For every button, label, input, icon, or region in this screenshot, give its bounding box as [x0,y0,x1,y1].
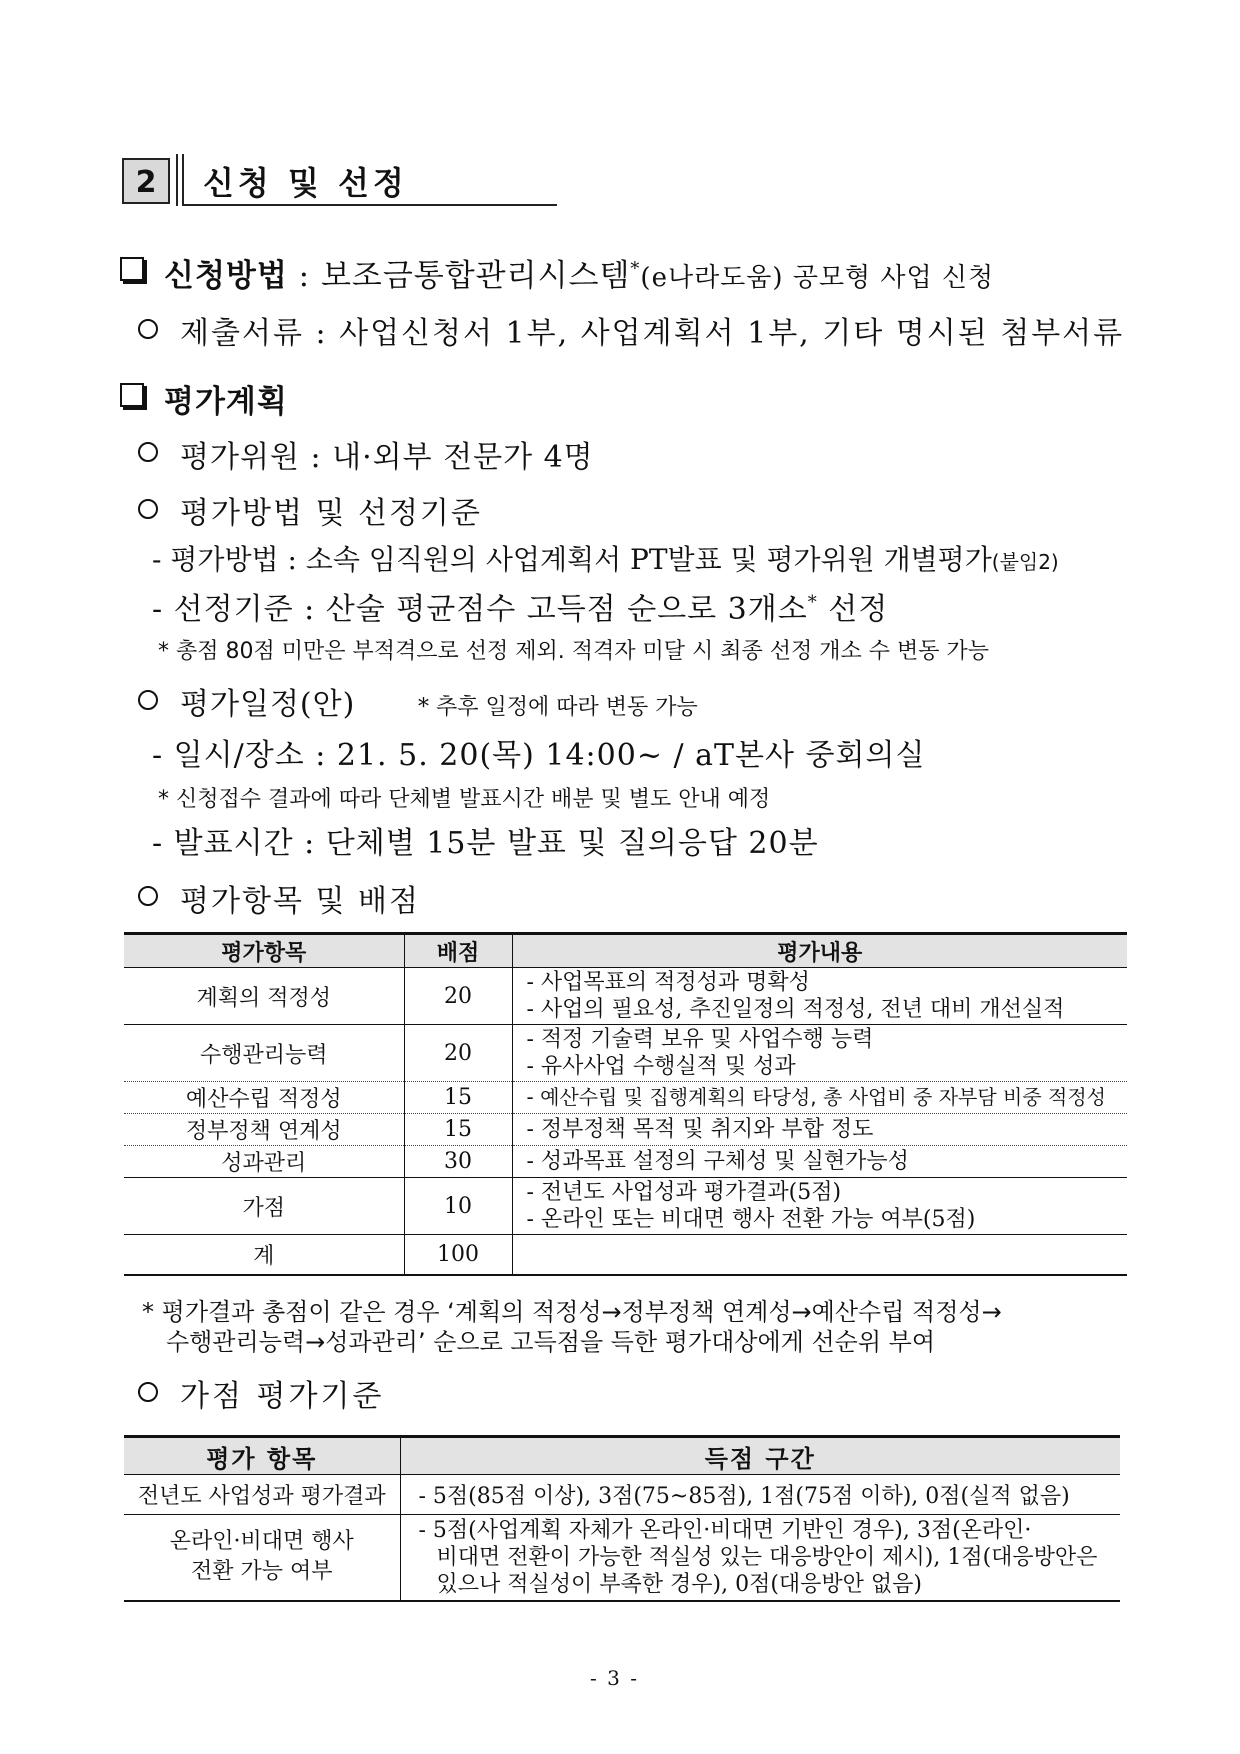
total-label: 계 [124,1235,404,1275]
table-row [124,1114,1127,1146]
row-content: - 5점(85점 이상), 3점(75~85점), 1점(75점 이하), 0점(실적 없음) [400,1475,1120,1515]
criteria-line [152,584,888,628]
row-item: 계획의 적정성 [124,968,404,1025]
submission-docs: 제출서류 : 사업신청서 1부, 사업계획서 1부, 기타 명시된 첨부서류 [180,316,1125,351]
row-score: 15 [404,1114,512,1146]
row-score: 10 [404,1178,512,1235]
row-content: - 전년도 사업성과 평가결과(5점) - 온라인 또는 비대면 행사 전환 가능 여부(5점) [512,1178,1127,1235]
table-row [124,1178,1127,1235]
bonus-heading: 가점 평가기준 [180,1379,385,1414]
table-row [124,1025,1127,1082]
section-title: 신청 및 선정 [203,164,408,202]
score-table [124,932,1127,1276]
section-underline [182,204,557,206]
items-heading: 평가항목 및 배점 [180,884,420,919]
table-header-row [124,1437,1120,1475]
table-row [124,968,1127,1025]
total-empty [512,1235,1127,1275]
bonus-table [124,1435,1120,1602]
section-number: 2 [122,158,170,204]
apply-heading: 신청방법 [164,258,288,294]
apply-method-line [164,250,994,295]
row-content: - 5점(사업계획 자체가 온라인·비대면 기반인 경우), 3점(온라인· 비대면 전환이 가능한 적실성 있는 대응방안이 제시), 1점(대응방안은 있으나 적실성이 부족한 경우), 0점(대응방안 없음) [400,1515,1120,1601]
tie-note-line1: * 평가결과 총점이 같은 경우 ‘계획의 적정성→정부정책 연계성→예산수립 적정성→ [142,1298,1002,1326]
criteria-end: 선정 [817,592,889,627]
tie-note-line2: 수행관리능력→성과관리’ 순으로 고득점을 득한 평가대상에게 선순위 부여 [166,1328,936,1356]
row-item: 성과관리 [124,1146,404,1178]
row-item: 전년도 사업성과 평가결과 [124,1475,400,1515]
row-score: 30 [404,1146,512,1178]
section-divider [182,154,184,206]
circle-bullet-icon [138,319,158,339]
method-heading: 평가방법 및 선정기준 [180,496,482,531]
page-number: - 3 - [590,1666,639,1690]
header-item: 평가항목 [124,934,404,968]
row-item: 가점 [124,1178,404,1235]
row-content: - 적정 기술력 보유 및 사업수행 능력 - 유사사업 수행실적 및 성과 [512,1025,1127,1082]
row-content: - 정부정책 목적 및 취지와 부합 정도 [512,1114,1127,1146]
row-content: - 예산수립 및 집행계획의 타당성, 총 사업비 중 자부담 비중 적정성 [512,1082,1127,1114]
method-text: - 평가방법 : 소속 임직원의 사업계획서 PT발표 및 평가위원 개별평가 [152,543,992,576]
table-row [124,1146,1127,1178]
header-item: 평가 항목 [124,1437,400,1475]
footnote-mark: * [630,258,641,280]
row-item: 온라인·비대면 행사 전환 가능 여부 [124,1515,400,1601]
presentation-line: - 발표시간 : 단체별 15분 발표 및 질의응답 20분 [152,826,819,861]
table-row [124,1515,1120,1601]
circle-bullet-icon [138,690,158,710]
table-row [124,1082,1127,1114]
row-score: 20 [404,968,512,1025]
footnote-mark: * [807,592,818,613]
method-attachment: (붙임2) [991,550,1059,574]
circle-bullet-icon [138,1382,158,1402]
table-header-row [124,934,1127,968]
header-score: 배점 [404,934,512,968]
checkbox-square-icon [120,383,144,407]
row-item: 예산수립 적정성 [124,1082,404,1114]
table-row [124,1475,1120,1515]
apply-text-end: (e나라도움) 공모형 사업 신청 [640,263,995,293]
schedule-note: * 추후 일정에 따라 변동 가능 [418,695,698,720]
row-score: 20 [404,1025,512,1082]
header-content: 평가내용 [512,934,1127,968]
circle-bullet-icon [138,442,158,462]
table-total-row [124,1235,1127,1275]
row-item: 정부정책 연계성 [124,1114,404,1146]
row-content: - 사업목표의 적정성과 명확성 - 사업의 필요성, 추진일정의 적정성, 전년 대비 개선실적 [512,968,1127,1025]
row-item: 수행관리능력 [124,1025,404,1082]
committee-text: 평가위원 : 내·외부 전문가 4명 [180,440,594,475]
row-content: - 성과목표 설정의 구체성 및 실현가능성 [512,1146,1127,1178]
total-score: 100 [404,1235,512,1275]
datetime-line: - 일시/장소 : 21. 5. 20(목) 14:00~ / aT본사 중회의실 [152,738,926,773]
criteria-text: - 선정기준 : 산술 평균점수 고득점 순으로 3개소 [152,592,808,627]
criteria-note: * 총점 80점 미만은 부적격으로 선정 제외. 적격자 미달 시 최종 선정 개소 수 변동 가능 [158,639,989,664]
circle-bullet-icon [138,499,158,519]
schedule-heading: 평가일정(안) [180,687,356,722]
section-divider [176,154,178,206]
eval-plan-heading: 평가계획 [164,384,288,420]
datetime-note: * 신청접수 결과에 따라 단체별 발표시간 배분 및 별도 안내 예정 [158,787,771,812]
row-score: 15 [404,1082,512,1114]
header-range: 득점 구간 [400,1437,1120,1475]
apply-text: : 보조금통합관리시스템 [287,258,631,294]
checkbox-square-icon [120,257,144,281]
method-line [152,538,1059,578]
circle-bullet-icon [138,886,158,906]
